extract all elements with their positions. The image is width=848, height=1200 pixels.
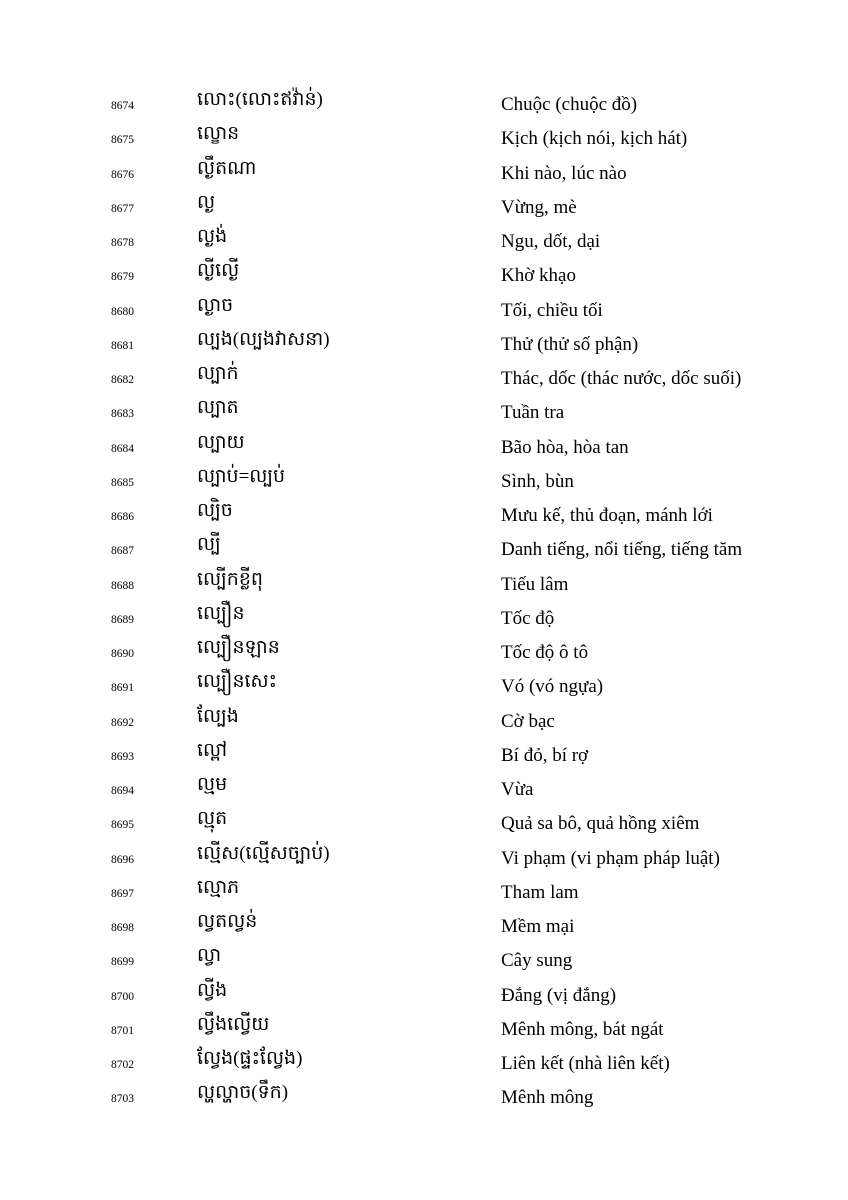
entry-khmer-term: ល្បាប់=ល្បប់ (197, 465, 286, 487)
entry-vietnamese-translation: Thác, dốc (thác nước, dốc suối) (501, 368, 742, 389)
entry-vietnamese-translation: Mênh mông, bát ngát (501, 1018, 664, 1040)
entry-khmer-term: ល្មុត (197, 808, 228, 830)
entry-vietnamese-translation: Đắng (vị đắng) (501, 984, 617, 1006)
entry-vietnamese-translation: Tối, chiều tối (501, 299, 603, 321)
dictionary-entry (0, 259, 848, 293)
entry-number: 8674 (111, 100, 134, 112)
dictionary-entry (0, 328, 848, 362)
entry-number: 8678 (111, 237, 134, 249)
entry-vietnamese-translation: Vừng, mè (501, 196, 577, 218)
entry-khmer-term: ល្បឿន (197, 602, 245, 624)
dictionary-entry (0, 465, 848, 499)
entry-khmer-term: ល្ងីល្ងើ (197, 260, 240, 282)
entry-vietnamese-translation: Tiếu lâm (501, 573, 569, 595)
entry-khmer-term: ល្បង(ល្បងវាសនា) (197, 328, 330, 350)
dictionary-entry (0, 157, 848, 191)
dictionary-entry (0, 979, 848, 1013)
entry-number: 8680 (111, 305, 134, 318)
entry-number: 8682 (111, 374, 134, 386)
entry-vietnamese-translation: Mềm mại (501, 916, 575, 937)
entry-number: 8693 (111, 750, 134, 763)
entry-number: 8700 (111, 990, 134, 1003)
entry-vietnamese-translation: Cây sung (501, 950, 573, 972)
entry-khmer-term: ល្មម (197, 774, 228, 795)
entry-vietnamese-translation: Liên kết (nhà liên kết) (501, 1053, 670, 1074)
dictionary-entry (0, 807, 848, 841)
entry-vietnamese-translation: Vó (vó ngựa) (501, 676, 604, 698)
entry-khmer-term: ល្វីង (197, 979, 228, 1001)
entry-khmer-term: ល្ងង់ (197, 226, 228, 247)
entry-vietnamese-translation: Sình, bùn (501, 470, 574, 492)
dictionary-entry (0, 944, 848, 978)
dictionary-entry (0, 842, 848, 876)
entry-number: 8690 (111, 648, 134, 660)
entry-number: 8698 (111, 922, 134, 934)
entry-vietnamese-translation: Khi nào, lúc nào (501, 162, 627, 184)
entry-khmer-term: ល្ងាច (197, 294, 234, 316)
dictionary-entry (0, 910, 848, 944)
dictionary-entry (0, 88, 848, 122)
entry-khmer-term: ល្វា (197, 945, 222, 967)
dictionary-entry (0, 533, 848, 567)
entry-khmer-term: ល្បី (197, 534, 221, 556)
dictionary-entry (0, 876, 848, 910)
entry-vietnamese-translation: Tốc độ ô tô (501, 642, 589, 663)
entry-vietnamese-translation: Chuộc (chuộc đồ) (501, 94, 638, 115)
entry-number: 8676 (111, 168, 134, 181)
dictionary-entry (0, 773, 848, 807)
dictionary-entry (0, 1013, 848, 1047)
entry-number: 8684 (111, 442, 134, 455)
dictionary-entry (0, 294, 848, 328)
entry-vietnamese-translation: Danh tiếng, nổi tiếng, tiếng tăm (501, 539, 743, 561)
entry-number: 8691 (111, 682, 134, 695)
entry-number: 8687 (111, 545, 134, 558)
entry-khmer-term: ល្បឿនសេះ (197, 671, 277, 693)
entry-vietnamese-translation: Vừa (501, 779, 534, 800)
entry-khmer-term: ល្បាក់ (197, 363, 239, 384)
entry-number: 8686 (111, 511, 134, 523)
entry-khmer-term: ល្វែង(ផ្ទះល្វែង) (197, 1048, 303, 1069)
entry-vietnamese-translation: Mênh mông (501, 1087, 594, 1109)
entry-khmer-term: ល្បែង (197, 705, 239, 727)
entry-number: 8695 (111, 819, 134, 832)
entry-vietnamese-translation: Vi phạm (vi phạm pháp luật) (501, 847, 720, 869)
entry-khmer-term: ល្មោភ (197, 876, 240, 898)
entry-number: 8702 (111, 1059, 134, 1071)
entry-vietnamese-translation: Mưu kế, thủ đoạn, mánh lới (501, 505, 713, 526)
entry-khmer-term: ល្ងឹតណា (197, 157, 257, 179)
dictionary-entry (0, 431, 848, 465)
entry-number: 8685 (111, 476, 134, 489)
entry-khmer-term: ល្បាត (197, 397, 239, 419)
entry-khmer-term: ល្ខោន (197, 123, 240, 145)
entry-vietnamese-translation: Kịch (kịch nói, kịch hát) (501, 128, 688, 150)
entry-vietnamese-translation: Tham lam (501, 881, 579, 903)
entry-khmer-term: លោះ(លោះឥវ៉ាន់) (197, 89, 323, 110)
dictionary-entry (0, 670, 848, 704)
entry-vietnamese-translation: Quả sa bô, quả hồng xiêm (501, 813, 700, 835)
dictionary-entry (0, 1047, 848, 1081)
entry-khmer-term: ល្វឹងល្វើយ (197, 1013, 270, 1035)
dictionary-list (0, 88, 848, 1116)
entry-number: 8683 (111, 408, 134, 421)
entry-vietnamese-translation: Ngu, dốt, dại (501, 231, 601, 252)
entry-khmer-term: ល្មើស(ល្មើសច្បាប់) (197, 842, 330, 864)
entry-number: 8679 (111, 271, 134, 284)
entry-vietnamese-translation: Bão hòa, hòa tan (501, 436, 629, 458)
dictionary-entry (0, 1081, 848, 1115)
dictionary-entry (0, 122, 848, 156)
entry-number: 8696 (111, 853, 134, 866)
entry-khmer-term: ល្វតល្វន់ (197, 911, 258, 932)
entry-vietnamese-translation: Bí đỏ, bí rợ (501, 744, 589, 766)
entry-number: 8677 (111, 202, 134, 215)
entry-number: 8689 (111, 613, 134, 626)
entry-khmer-term: ល្បឿនឡាន (197, 637, 280, 658)
dictionary-entry (0, 396, 848, 430)
entry-number: 8703 (111, 1093, 134, 1106)
entry-khmer-term: ល្ង (197, 191, 216, 213)
dictionary-entry (0, 225, 848, 259)
dictionary-entry (0, 739, 848, 773)
dictionary-entry (0, 568, 848, 602)
entry-number: 8688 (111, 579, 134, 592)
entry-number: 8699 (111, 956, 134, 969)
entry-khmer-term: ល្ហល្ហាច(ទឹក) (197, 1082, 289, 1104)
dictionary-entry (0, 636, 848, 670)
entry-khmer-term: ល្បិច (197, 500, 233, 521)
dictionary-entry (0, 191, 848, 225)
dictionary-entry (0, 705, 848, 739)
dictionary-entry (0, 362, 848, 396)
entry-vietnamese-translation: Tuần tra (501, 402, 565, 424)
entry-khmer-term: ល្ពៅ (197, 739, 228, 761)
entry-number: 8697 (111, 887, 134, 900)
entry-vietnamese-translation: Khờ khạo (501, 265, 576, 287)
entry-number: 8701 (111, 1024, 134, 1037)
entry-khmer-term: ល្បាយ (197, 431, 245, 453)
entry-vietnamese-translation: Tốc độ (501, 607, 555, 629)
dictionary-entry (0, 499, 848, 533)
entry-number: 8694 (111, 785, 134, 797)
entry-vietnamese-translation: Thử (thử số phận) (501, 333, 639, 355)
entry-vietnamese-translation: Cờ bạc (501, 710, 555, 732)
entry-number: 8692 (111, 716, 134, 729)
entry-number: 8675 (111, 134, 134, 147)
dictionary-entry (0, 602, 848, 636)
entry-khmer-term: ល្បើកខ្លីពុ (197, 568, 263, 590)
entry-number: 8681 (111, 339, 134, 352)
